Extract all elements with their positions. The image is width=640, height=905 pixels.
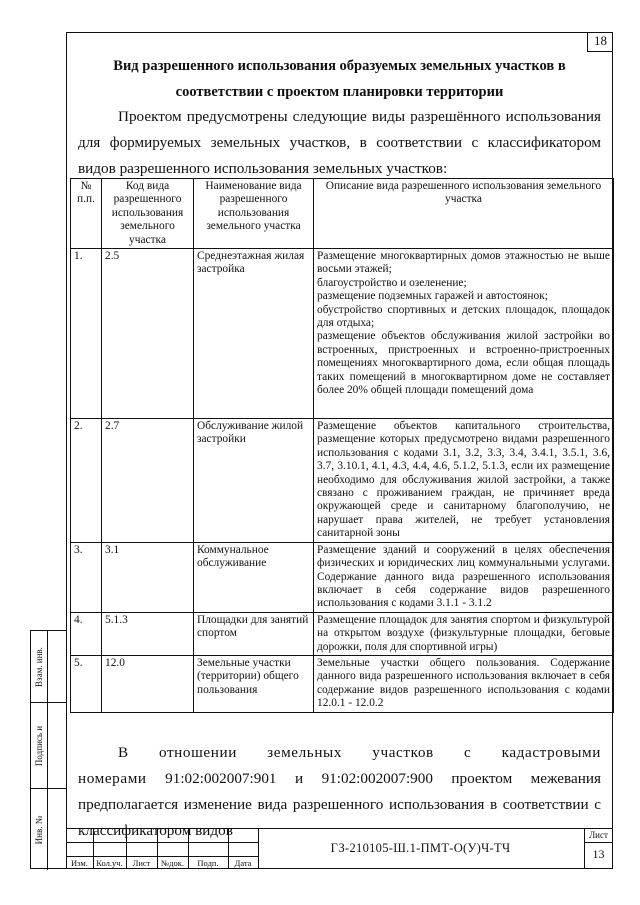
- stamp-label-podpis: Подпись и: [34, 725, 44, 766]
- row-num: 4.: [71, 612, 102, 655]
- land-use-table: [70, 178, 614, 713]
- table-row: [71, 419, 614, 543]
- row-num: 2.: [71, 419, 102, 543]
- stamp-label-vzam: Взам. инв.: [34, 646, 44, 687]
- side-stamp: [30, 630, 66, 869]
- header-num: № п.п.: [71, 179, 102, 249]
- row-num: 1.: [71, 249, 102, 419]
- table-row: [71, 655, 614, 712]
- tb-col-podp: Подп.: [197, 858, 219, 868]
- row-num: 3.: [71, 542, 102, 612]
- table-header-row: [71, 179, 614, 249]
- header-name: Наименование вида разрешенного использования земельного участка: [194, 179, 314, 249]
- row-code: 3.1: [102, 542, 194, 612]
- stamp-cell-podpis: [31, 703, 66, 789]
- table-row: [71, 542, 614, 612]
- tb-col-data: Дата: [234, 858, 252, 868]
- section-title-line1: Вид разрешенного использования образуемых земельных участков в: [113, 58, 566, 74]
- tb-col-kol: Кол.уч.: [96, 858, 123, 868]
- row-description: Размещение объектов капитального строительства, размещение которых предусмотрено видами разрешенного использования с кодами 3.1, 3.2, 3.3, 3.4, 3.4.1, 3.5.1, 3.6, 3.7, 3.10.1, 4.1, 4.3, 4.4, 4.6, 5.1.2, 5.1.3, если их размещение необходимо для обслуживания жилой застройки, а также связано с проживанием граждан, не причиняет вреда окружающей среде и санитарному благополучию, не нарушает права жителей, не требует установления санитарной зоны: [314, 419, 614, 543]
- sheet-label: Лист: [589, 830, 608, 840]
- title-block: [66, 828, 613, 869]
- sheet-number-bottom: 13: [592, 847, 605, 861]
- row-name: Среднеэтажная жилая застройка: [194, 249, 314, 419]
- tb-col-list: Лист: [132, 858, 151, 868]
- sheet-number-top: 18: [587, 32, 613, 52]
- tb-col-ndok: №док.: [161, 858, 184, 868]
- closing-rest: 91:02:002007:901 и 91:02:002007:900 проектом межевания предполагается изменение вида разрешенного использования в соответствии с классификатором видов: [78, 770, 601, 839]
- tb-col-izm: Изм.: [71, 858, 88, 868]
- row-name: Коммунальное обслуживание: [194, 542, 314, 612]
- row-name: Земельные участки (территории) общего пользования: [194, 655, 314, 712]
- stamp-label-inv: Инв. №: [34, 815, 44, 844]
- closing-lead: В отношении земельных участков с кадастровыми номерами: [78, 744, 601, 787]
- row-code: 2.5: [102, 249, 194, 419]
- stamp-cell-vzam: [31, 631, 66, 703]
- header-description: Описание вида разрешенного использования земельного участка: [314, 179, 614, 249]
- document-code: ГЗ-210105-Ш.1-ПМТ-О(У)Ч-ТЧ: [330, 841, 511, 855]
- row-description: Земельные участки общего пользования. Содержание данного вида разрешенного использования включает в себя содержание видов разрешенного использования с кодами 12.0.1 - 12.0.2: [314, 655, 614, 712]
- row-description: Размещение зданий и сооружений в целях обеспечения физических и юридических лиц коммунальными услугами. Содержание данного вида разрешенного использования включает в себя содержание видов разрешенного использования с кодами 3.1.1 - 3.1.2: [314, 542, 614, 612]
- intro-paragraph: Проектом предусмотрены следующие виды разрешённого использования для формируемых земельных участков, в соответствии с классификатором видов разрешенного использования земельных участков:: [78, 108, 601, 177]
- row-description: Размещение площадок для занятия спортом и физкультурой на открытом воздухе (физкультурные площадки, беговые дорожки, поля для спортивной игры): [314, 612, 614, 655]
- row-code: 5.1.3: [102, 612, 194, 655]
- header-code: Код вида разрешенного использования земельного участка: [102, 179, 194, 249]
- table-row: [71, 612, 614, 655]
- row-code: 12.0: [102, 655, 194, 712]
- table-row: [71, 249, 614, 419]
- row-num: 5.: [71, 655, 102, 712]
- stamp-cell-inv: [31, 789, 66, 870]
- row-description: Размещение многоквартирных домов этажностью не выше восьми этажей; благоустройство и озеленение; размещение подземных гаражей и автостоянок; обустройство спортивных и детских площадок, площадок для отдыха; размещение объектов обслуживания жилой застройки во встроенных, пристроенных и встроенно-пристроенных помещениях многоквартирного дома, если общая площадь таких помещений в многоквартирном доме не составляет более 20% общей площади помещений дома: [314, 249, 614, 419]
- row-code: 2.7: [102, 419, 194, 543]
- row-name: Обслуживание жилой застройки: [194, 419, 314, 543]
- row-name: Площадки для занятий спортом: [194, 612, 314, 655]
- section-title-line2: соответствии с проектом планировки территории: [175, 84, 504, 100]
